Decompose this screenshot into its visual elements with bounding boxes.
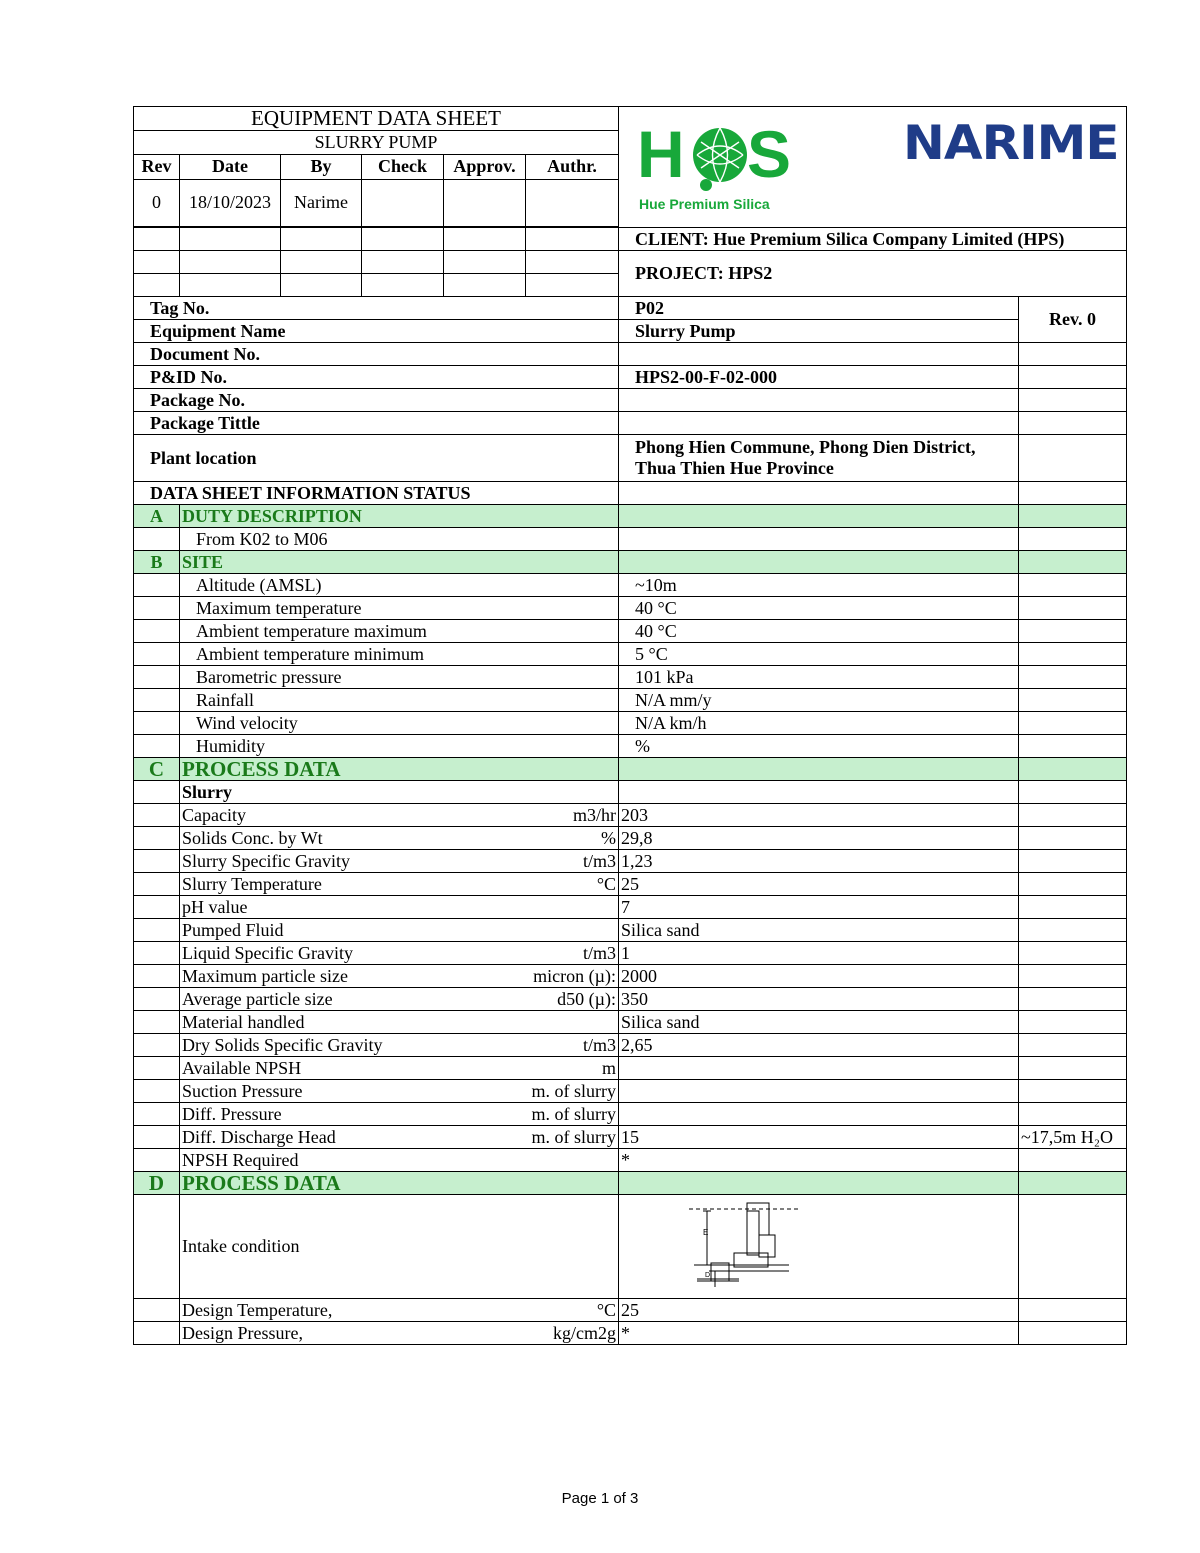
process-row-value	[619, 1057, 1019, 1080]
process-row	[134, 827, 1127, 850]
svg-text:E: E	[703, 1228, 709, 1237]
process-row	[134, 919, 1127, 942]
process-row-blank	[134, 804, 180, 827]
process-row-unit	[444, 896, 619, 919]
site-row-extra	[1019, 597, 1127, 620]
design-row-extra	[1019, 1299, 1127, 1322]
process-row	[134, 942, 1127, 965]
rev-value: 0	[134, 179, 180, 226]
process-row-label: Slurry Temperature	[180, 873, 444, 896]
process-row-extra	[1019, 988, 1127, 1011]
process-row-label: Pumped Fluid	[180, 919, 444, 942]
site-row-blank	[134, 735, 180, 758]
process-row-blank	[134, 942, 180, 965]
site-row-blank	[134, 689, 180, 712]
section-b-letter: B	[134, 551, 180, 574]
data-sheet	[133, 106, 1126, 1345]
process-row-unit: m3/hr	[444, 804, 619, 827]
process-row-value: 7	[619, 896, 1019, 919]
site-row-label: Humidity	[180, 735, 619, 758]
design-row-label: Design Temperature,	[180, 1299, 444, 1322]
site-row-value: 5 °C	[619, 643, 1019, 666]
process-row-value: 203	[619, 804, 1019, 827]
process-row-label: NPSH Required	[180, 1149, 444, 1172]
duty-text: From K02 to M06	[180, 528, 619, 551]
site-row	[134, 620, 1127, 643]
process-row-extra	[1019, 804, 1127, 827]
location-line2: Thua Thien Hue Province	[635, 458, 834, 478]
process-row	[134, 965, 1127, 988]
process-row-unit	[444, 919, 619, 942]
process-row	[134, 1011, 1127, 1034]
site-row-blank	[134, 643, 180, 666]
design-row-unit: kg/cm2g	[444, 1322, 619, 1345]
col-authr: Authr.	[526, 155, 619, 179]
process-row-unit	[444, 1011, 619, 1034]
site-row	[134, 735, 1127, 758]
site-row-value: N/A km/h	[619, 712, 1019, 735]
sheet-subtitle: SLURRY PUMP	[134, 131, 619, 155]
hps-logo	[635, 117, 792, 217]
process-row-value: 2,65	[619, 1034, 1019, 1057]
process-row-extra	[1019, 827, 1127, 850]
page-footer: Page 1 of 3	[561, 1490, 639, 1507]
col-check: Check	[362, 155, 444, 179]
process-row-blank	[134, 873, 180, 896]
process-row-unit: micron (µ):	[444, 965, 619, 988]
site-row-blank	[134, 597, 180, 620]
site-row-value: 40 °C	[619, 620, 1019, 643]
process-row-unit: t/m3	[444, 1034, 619, 1057]
process-row-label: Average particle size	[180, 988, 444, 1011]
process-row-label: Liquid Specific Gravity	[180, 942, 444, 965]
process-row-unit: d50 (µ):	[444, 988, 619, 1011]
process-row-value: 2000	[619, 965, 1019, 988]
process-row-blank	[134, 1103, 180, 1126]
process-row-blank	[134, 850, 180, 873]
site-row-extra	[1019, 735, 1127, 758]
process-row-value	[619, 1103, 1019, 1126]
process-row-extra	[1019, 1149, 1127, 1172]
site-row-value: 101 kPa	[619, 666, 1019, 689]
section-a-letter: A	[134, 505, 180, 528]
process-row-value: 350	[619, 988, 1019, 1011]
process-row-blank	[134, 919, 180, 942]
svg-text:S: S	[747, 117, 792, 191]
document-label: Document No.	[134, 343, 619, 366]
site-row-label: Altitude (AMSL)	[180, 574, 619, 597]
sheet-table	[133, 106, 1127, 1345]
site-row-label: Wind velocity	[180, 712, 619, 735]
package-label: Package No.	[134, 389, 619, 412]
process-row-value: Silica sand	[619, 919, 1019, 942]
site-row-extra	[1019, 620, 1127, 643]
site-row-label: Ambient temperature minimum	[180, 643, 619, 666]
site-row-value: ~10m	[619, 574, 1019, 597]
process-row-unit	[444, 1149, 619, 1172]
logo-area	[619, 107, 1127, 228]
section-c-title: PROCESS DATA	[180, 758, 619, 781]
site-row	[134, 574, 1127, 597]
site-row-extra	[1019, 666, 1127, 689]
process-row-blank	[134, 1011, 180, 1034]
equipment-label: Equipment Name	[134, 320, 619, 343]
process-row-value: 15	[619, 1126, 1019, 1149]
site-row-extra	[1019, 712, 1127, 735]
section-d-letter: D	[134, 1172, 180, 1195]
section-d-title: PROCESS DATA	[180, 1172, 619, 1195]
design-row-blank	[134, 1299, 180, 1322]
process-row-value: Silica sand	[619, 1011, 1019, 1034]
process-row-blank	[134, 988, 180, 1011]
process-row	[134, 804, 1127, 827]
location-label: Plant location	[134, 435, 619, 482]
process-row	[134, 873, 1127, 896]
process-row-extra	[1019, 1103, 1127, 1126]
col-approv: Approv.	[444, 155, 526, 179]
process-row-extra	[1019, 1080, 1127, 1103]
process-row-label: Material handled	[180, 1011, 444, 1034]
process-row-label: Slurry Specific Gravity	[180, 850, 444, 873]
process-row-label: Capacity	[180, 804, 444, 827]
process-row-blank	[134, 965, 180, 988]
process-row-label: Available NPSH	[180, 1057, 444, 1080]
site-row-value: 40 °C	[619, 597, 1019, 620]
client-label: CLIENT: Hue Premium Silica Company Limited (HPS)	[619, 228, 1127, 251]
process-row-blank	[134, 1149, 180, 1172]
site-row	[134, 712, 1127, 735]
process-row-label: pH value	[180, 896, 444, 919]
process-row-extra	[1019, 919, 1127, 942]
process-row	[134, 896, 1127, 919]
process-row-value: 1,23	[619, 850, 1019, 873]
process-row	[134, 988, 1127, 1011]
process-row-blank	[134, 827, 180, 850]
col-rev: Rev	[134, 155, 180, 179]
process-row	[134, 1034, 1127, 1057]
date-value: 18/10/2023	[180, 179, 281, 226]
process-row-extra	[1019, 896, 1127, 919]
section-c-letter: C	[134, 758, 180, 781]
process-row-unit: %	[444, 827, 619, 850]
site-row	[134, 643, 1127, 666]
intake-diagram	[619, 1195, 1019, 1293]
process-row	[134, 1126, 1127, 1149]
process-row-unit: m. of slurry	[444, 1126, 619, 1149]
site-row-extra	[1019, 643, 1127, 666]
site-row-blank	[134, 620, 180, 643]
process-row-value	[619, 1080, 1019, 1103]
process-row-extra	[1019, 1011, 1127, 1034]
process-row-extra	[1019, 942, 1127, 965]
site-row-label: Rainfall	[180, 689, 619, 712]
intake-diagram-cell	[619, 1195, 1019, 1299]
design-row-blank	[134, 1322, 180, 1345]
process-row-value: 29,8	[619, 827, 1019, 850]
svg-text:Hue Premium Silica: Hue Premium Silica	[639, 196, 770, 212]
process-row-extra	[1019, 1034, 1127, 1057]
process-row-extra: ~17,5m H₂O	[1019, 1126, 1127, 1149]
pid-value: HPS2-00-F-02-000	[619, 366, 1019, 389]
slurry-subheading: Slurry	[180, 781, 619, 804]
check-value	[362, 179, 444, 226]
process-row	[134, 850, 1127, 873]
design-row-value: *	[619, 1322, 1019, 1345]
col-date: Date	[180, 155, 281, 179]
process-row-unit: °C	[444, 873, 619, 896]
process-row-extra	[1019, 850, 1127, 873]
approv-value	[444, 179, 526, 226]
authr-value	[526, 179, 619, 226]
process-row-extra	[1019, 873, 1127, 896]
design-row-extra	[1019, 1322, 1127, 1345]
process-row	[134, 1080, 1127, 1103]
site-row-value: %	[619, 735, 1019, 758]
tag-value: P02	[619, 297, 1019, 320]
design-row	[134, 1299, 1127, 1322]
site-row-value: N/A mm/y	[619, 689, 1019, 712]
process-row-label: Dry Solids Specific Gravity	[180, 1034, 444, 1057]
process-row-blank	[134, 896, 180, 919]
process-row-label: Diff. Pressure	[180, 1103, 444, 1126]
site-row-blank	[134, 666, 180, 689]
design-row-unit: °C	[444, 1299, 619, 1322]
site-row	[134, 666, 1127, 689]
sheet-title: EQUIPMENT DATA SHEET	[134, 107, 619, 131]
intake-label: Intake condition	[180, 1195, 619, 1299]
site-row-label: Ambient temperature maximum	[180, 620, 619, 643]
process-row-unit: m. of slurry	[444, 1080, 619, 1103]
site-row-extra	[1019, 574, 1127, 597]
status-label: DATA SHEET INFORMATION STATUS	[134, 482, 619, 505]
location-value	[619, 435, 1019, 482]
location-line1: Phong Hien Commune, Phong Dien District,	[635, 437, 976, 457]
design-row	[134, 1322, 1127, 1345]
section-a-title: DUTY DESCRIPTION	[180, 505, 619, 528]
pid-label: P&ID No.	[134, 366, 619, 389]
process-row	[134, 1057, 1127, 1080]
site-row-blank	[134, 712, 180, 735]
process-row-label: Maximum particle size	[180, 965, 444, 988]
process-row-blank	[134, 1126, 180, 1149]
tag-label: Tag No.	[134, 297, 619, 320]
process-row-unit: t/m3	[444, 850, 619, 873]
section-b-title: SITE	[180, 551, 619, 574]
process-row-value: 1	[619, 942, 1019, 965]
process-row-value: *	[619, 1149, 1019, 1172]
process-row	[134, 1149, 1127, 1172]
site-row-extra	[1019, 689, 1127, 712]
process-row-blank	[134, 1057, 180, 1080]
process-row-unit: t/m3	[444, 942, 619, 965]
package-title-label: Package Tittle	[134, 412, 619, 435]
process-row-unit: m	[444, 1057, 619, 1080]
process-row-extra	[1019, 965, 1127, 988]
process-row-label: Suction Pressure	[180, 1080, 444, 1103]
narime-logo: NARIME	[903, 115, 1119, 171]
process-row	[134, 1103, 1127, 1126]
site-row	[134, 689, 1127, 712]
process-row-label: Solids Conc. by Wt	[180, 827, 444, 850]
site-row	[134, 597, 1127, 620]
project-label: PROJECT: HPS2	[619, 251, 1127, 297]
design-row-label: Design Pressure,	[180, 1322, 444, 1345]
by-value: Narime	[281, 179, 362, 226]
process-row-label: Diff. Discharge Head	[180, 1126, 444, 1149]
site-row-blank	[134, 574, 180, 597]
svg-text:H: H	[637, 117, 685, 191]
site-row-label: Barometric pressure	[180, 666, 619, 689]
rev-badge: Rev. 0	[1019, 297, 1127, 343]
process-row-value: 25	[619, 873, 1019, 896]
col-by: By	[281, 155, 362, 179]
process-row-blank	[134, 1034, 180, 1057]
process-row-blank	[134, 1080, 180, 1103]
design-row-value: 25	[619, 1299, 1019, 1322]
site-row-label: Maximum temperature	[180, 597, 619, 620]
equipment-value: Slurry Pump	[619, 320, 1019, 343]
process-row-extra	[1019, 1057, 1127, 1080]
svg-text:D: D	[705, 1272, 711, 1279]
process-row-unit: m. of slurry	[444, 1103, 619, 1126]
